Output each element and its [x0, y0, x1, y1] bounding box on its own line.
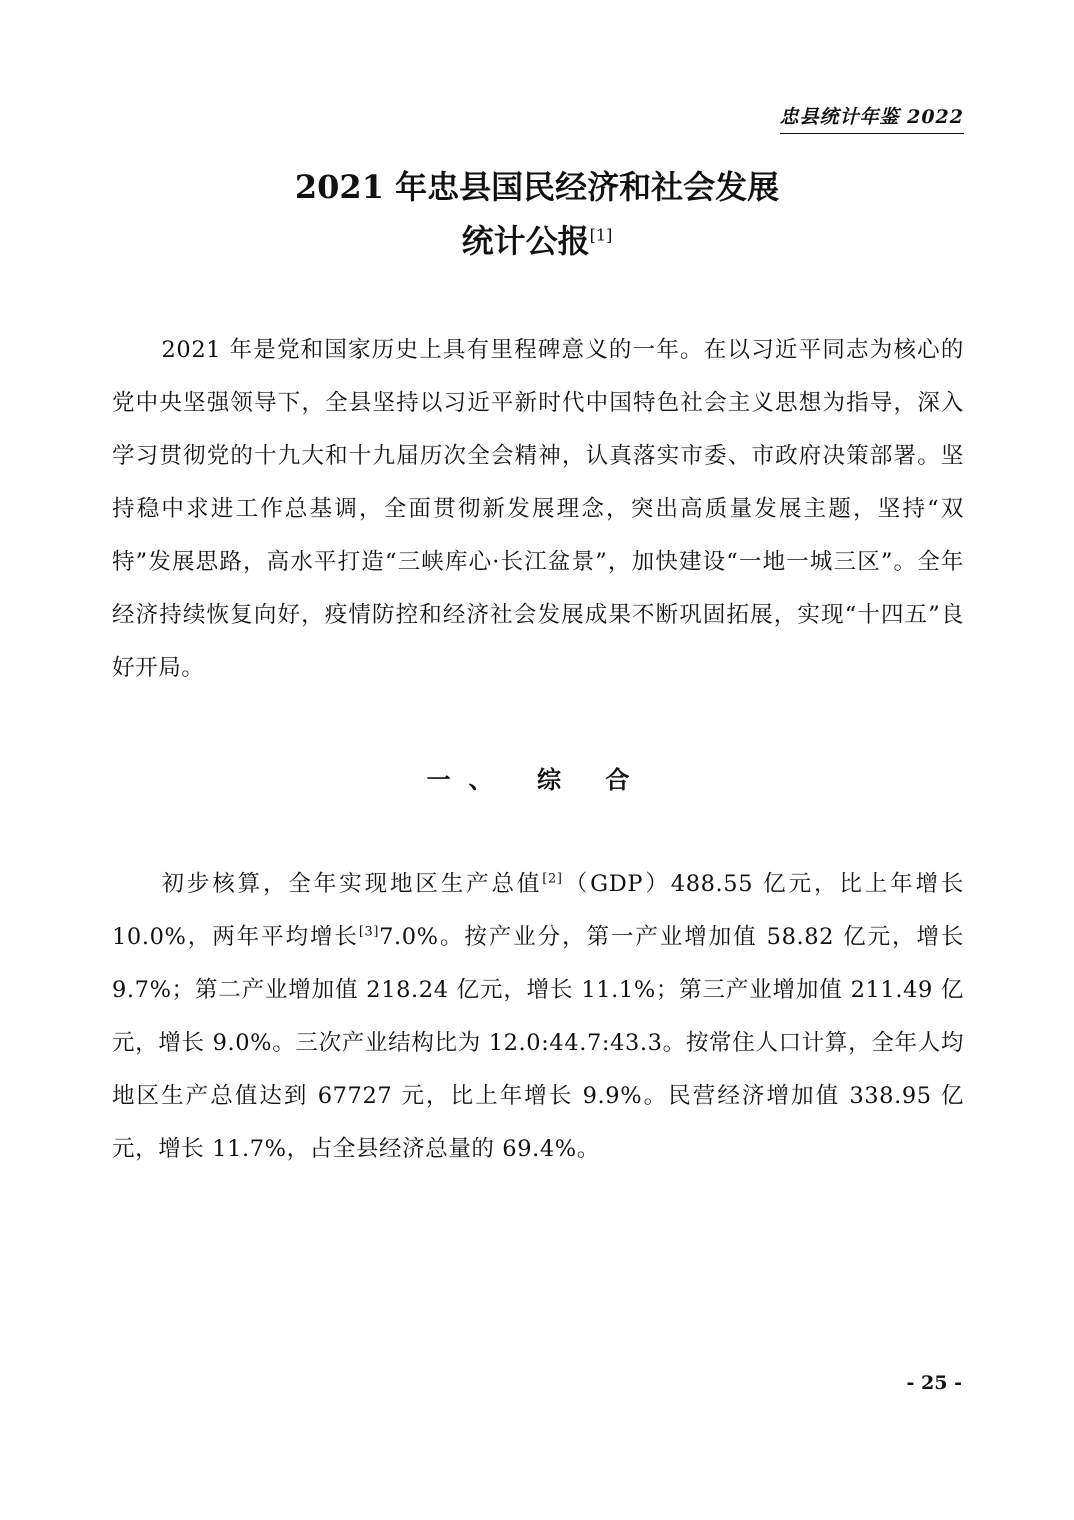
title-line-2-text: 统计公报 [461, 222, 590, 260]
footnote-ref-3[interactable]: [3] [358, 924, 380, 940]
intro-paragraph: 2021 年是党和国家历史上具有里程碑意义的一年。在以习近平同志为核心的党中央坚强领导下，全县坚持以习近平新时代中国特色社会主义思想为指导，深入学习贯彻党的十九大和十九届历次全会精神，认真落实市委、市政府决策部署。坚持稳中求进工作总基调，全面贯彻新发展理念，突出高质量发展主题，坚持“双特”发展思路，高水平打造“三峡库心·长江盆景”，加快建设“一地一城三区”。全年经济持续恢复向好，疫情防控和经济社会发展成果不断巩固拓展，实现“十四五”良好开局。 [112, 337, 964, 681]
title-footnote-ref[interactable]: [1] [589, 225, 613, 245]
title-line-1: 2021 年忠县国民经济和社会发展 [294, 168, 780, 206]
footnote-ref-2[interactable]: [2] [542, 871, 563, 887]
overview-text-1: 初步核算，全年实现地区生产总值 [161, 871, 543, 897]
title-line-2 [0, 214, 1074, 268]
running-header: 忠县统计年鉴 2022 [780, 102, 965, 134]
section-heading-overview: 一、 综 合 [426, 765, 648, 794]
overview-paragraph [112, 858, 964, 1176]
page-number: - 25 - [906, 1372, 962, 1394]
overview-text-2: （GDP）488.55 亿元，比上年增长 10.0%，两年平均增长 [112, 871, 964, 950]
document-title [0, 160, 1074, 268]
overview-text-3: 7.0%。按产业分，第一产业增加值 58.82 亿元，增长 9.7%；第二产业增加值 218.24 亿元，增长 11.1%；第三产业增加值 211.49 亿元，增长 9.0%。三次产业结构比为 12.0:44.7:43.3。按常住人口计算，全年人均地区生产总值达到 67727 元，比上年增长 9.9%。民营经济增加值 338.95 亿元，增长 11.7%，占全县经济总量的 69.4%。 [112, 924, 964, 1162]
